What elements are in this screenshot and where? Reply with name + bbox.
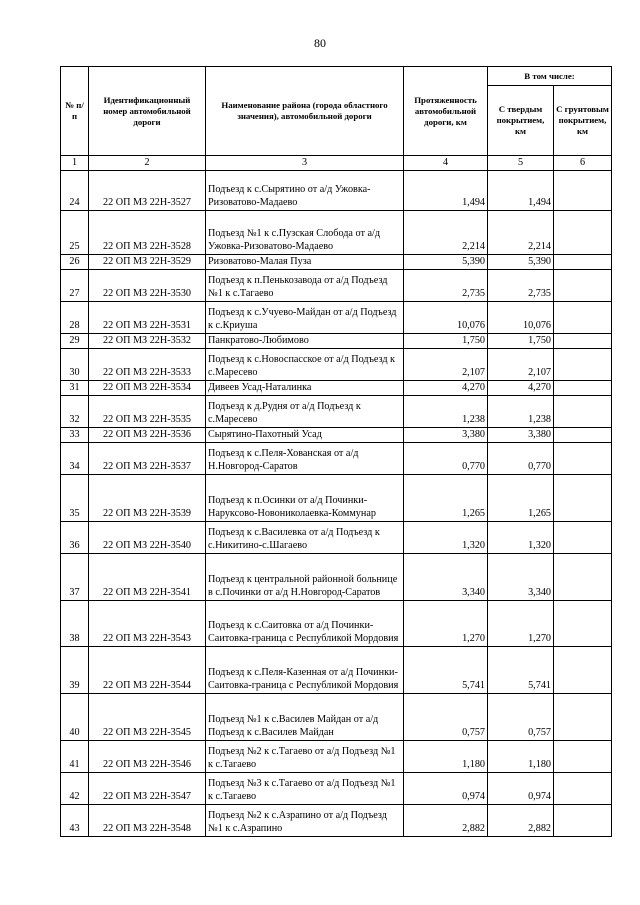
table-row [61, 694, 612, 741]
road-length: 1,180 [404, 741, 488, 773]
column-numbers-row [61, 156, 612, 171]
road-id: 22 ОП МЗ 22Н-3543 [89, 601, 206, 647]
road-name: Подъезд к центральной районной больнице в с.Починки от а/д Н.Новгород-Саратов [206, 554, 404, 601]
road-soil-surface [554, 255, 612, 270]
road-hard-surface: 1,180 [488, 741, 554, 773]
table-row [61, 522, 612, 554]
road-hard-surface: 2,214 [488, 211, 554, 255]
table-row [61, 741, 612, 773]
road-length: 5,390 [404, 255, 488, 270]
row-number: 27 [61, 270, 89, 302]
road-hard-surface: 1,320 [488, 522, 554, 554]
road-name: Подъезд №2 к с.Азрапино от а/д Подъезд №1 к с.Азрапино [206, 805, 404, 837]
table-row [61, 171, 612, 211]
road-length: 1,320 [404, 522, 488, 554]
table-row [61, 211, 612, 255]
road-name: Подъезд к с.Новоспасское от а/д Подъезд к с.Маресево [206, 349, 404, 381]
road-length: 3,340 [404, 554, 488, 601]
page-number: 80 [314, 36, 326, 50]
road-length: 0,974 [404, 773, 488, 805]
column-number: 2 [89, 156, 206, 171]
road-id: 22 ОП МЗ 22Н-3548 [89, 805, 206, 837]
road-soil-surface [554, 396, 612, 428]
table-header [61, 67, 612, 171]
road-id: 22 ОП МЗ 22Н-3544 [89, 647, 206, 694]
road-hard-surface: 3,380 [488, 428, 554, 443]
table-row [61, 381, 612, 396]
road-name: Подъезд №3 к с.Тагаево от а/д Подъезд №1 к с.Тагаево [206, 773, 404, 805]
road-soil-surface [554, 805, 612, 837]
road-soil-surface [554, 171, 612, 211]
road-id: 22 ОП МЗ 22Н-3547 [89, 773, 206, 805]
column-number: 5 [488, 156, 554, 171]
road-name: Подъезд к с.Саитовка от а/д Починки-Саитовка-граница с Республикой Мордовия [206, 601, 404, 647]
road-name: Панкратово-Любимово [206, 334, 404, 349]
road-hard-surface: 0,757 [488, 694, 554, 741]
row-number: 43 [61, 805, 89, 837]
road-id: 22 ОП МЗ 22Н-3531 [89, 302, 206, 334]
header-length: Протяженность автомобильной дороги, км [404, 67, 488, 156]
road-soil-surface [554, 334, 612, 349]
road-name: Подъезд к п.Пенькозавода от а/д Подъезд №1 к с.Тагаево [206, 270, 404, 302]
road-id: 22 ОП МЗ 22Н-3532 [89, 334, 206, 349]
table-row [61, 349, 612, 381]
road-id: 22 ОП МЗ 22Н-3539 [89, 475, 206, 522]
road-id: 22 ОП МЗ 22Н-3534 [89, 381, 206, 396]
road-name: Подъезд к п.Осинки от а/д Починки-Наруксово-Новониколаевка-Коммунар [206, 475, 404, 522]
road-hard-surface: 0,770 [488, 443, 554, 475]
road-name: Подъезд к д.Рудня от а/д Подъезд к с.Маресево [206, 396, 404, 428]
road-soil-surface [554, 428, 612, 443]
road-soil-surface [554, 554, 612, 601]
road-length: 5,741 [404, 647, 488, 694]
road-name: Подъезд к с.Сырятино от а/д Ужовка-Ризоватово-Мадаево [206, 171, 404, 211]
road-length: 2,107 [404, 349, 488, 381]
road-soil-surface [554, 270, 612, 302]
road-hard-surface: 1,494 [488, 171, 554, 211]
road-hard-surface: 2,735 [488, 270, 554, 302]
row-number: 34 [61, 443, 89, 475]
road-length: 3,380 [404, 428, 488, 443]
road-length: 0,757 [404, 694, 488, 741]
road-length: 1,238 [404, 396, 488, 428]
header-num: № п/п [61, 67, 89, 156]
road-name: Сырятино-Пахотный Усад [206, 428, 404, 443]
row-number: 29 [61, 334, 89, 349]
table-row [61, 443, 612, 475]
row-number: 33 [61, 428, 89, 443]
table-row [61, 554, 612, 601]
road-name: Подъезд к с.Пеля-Хованская от а/д Н.Новгород-Саратов [206, 443, 404, 475]
table-row [61, 647, 612, 694]
road-length: 1,494 [404, 171, 488, 211]
road-soil-surface [554, 381, 612, 396]
road-length: 2,735 [404, 270, 488, 302]
table-row [61, 601, 612, 647]
road-id: 22 ОП МЗ 22Н-3535 [89, 396, 206, 428]
road-hard-surface: 1,265 [488, 475, 554, 522]
row-number: 40 [61, 694, 89, 741]
header-soil: С грунтовым покрытием, км [554, 86, 612, 156]
road-length: 0,770 [404, 443, 488, 475]
header-id: Идентификационный номер автомобильной дороги [89, 67, 206, 156]
road-name: Подъезд к с.Василевка от а/д Подъезд к с.Никитино-с.Шагаево [206, 522, 404, 554]
row-number: 35 [61, 475, 89, 522]
table-row [61, 428, 612, 443]
road-length: 1,270 [404, 601, 488, 647]
road-soil-surface [554, 475, 612, 522]
road-hard-surface: 3,340 [488, 554, 554, 601]
column-number: 4 [404, 156, 488, 171]
header-hard: С твердым покрытием, км [488, 86, 554, 156]
road-id: 22 ОП МЗ 22Н-3537 [89, 443, 206, 475]
road-length: 2,214 [404, 211, 488, 255]
road-name: Подъезд №1 к с.Василев Майдан от а/д Подъезд к с.Василев Майдан [206, 694, 404, 741]
row-number: 25 [61, 211, 89, 255]
road-hard-surface: 1,238 [488, 396, 554, 428]
road-id: 22 ОП МЗ 22Н-3546 [89, 741, 206, 773]
road-id: 22 ОП МЗ 22Н-3529 [89, 255, 206, 270]
header-including: В том числе: [488, 67, 612, 86]
road-id: 22 ОП МЗ 22Н-3528 [89, 211, 206, 255]
road-soil-surface [554, 522, 612, 554]
road-length: 10,076 [404, 302, 488, 334]
road-name: Ризоватово-Малая Пуза [206, 255, 404, 270]
road-soil-surface [554, 694, 612, 741]
row-number: 26 [61, 255, 89, 270]
road-name: Подъезд №2 к с.Тагаево от а/д Подъезд №1 к с.Тагаево [206, 741, 404, 773]
table-row [61, 396, 612, 428]
row-number: 36 [61, 522, 89, 554]
road-name: Дивеев Усад-Наталинка [206, 381, 404, 396]
road-hard-surface: 5,390 [488, 255, 554, 270]
road-name: Подъезд к с.Учуево-Майдан от а/д Подъезд к с.Криуша [206, 302, 404, 334]
row-number: 32 [61, 396, 89, 428]
road-hard-surface: 4,270 [488, 381, 554, 396]
column-number: 1 [61, 156, 89, 171]
table-row [61, 475, 612, 522]
row-number: 37 [61, 554, 89, 601]
road-id: 22 ОП МЗ 22Н-3541 [89, 554, 206, 601]
road-soil-surface [554, 773, 612, 805]
table-row [61, 334, 612, 349]
row-number: 31 [61, 381, 89, 396]
road-soil-surface [554, 302, 612, 334]
road-length: 1,750 [404, 334, 488, 349]
road-id: 22 ОП МЗ 22Н-3533 [89, 349, 206, 381]
road-hard-surface: 5,741 [488, 647, 554, 694]
road-id: 22 ОП МЗ 22Н-3536 [89, 428, 206, 443]
road-name: Подъезд №1 к с.Пузская Слобода от а/д Ужовка-Ризоватово-Мадаево [206, 211, 404, 255]
table-body [61, 171, 612, 837]
column-number: 3 [206, 156, 404, 171]
road-id: 22 ОП МЗ 22Н-3527 [89, 171, 206, 211]
roads-table [60, 66, 612, 837]
road-soil-surface [554, 443, 612, 475]
row-number: 30 [61, 349, 89, 381]
road-hard-surface: 10,076 [488, 302, 554, 334]
table-row [61, 255, 612, 270]
row-number: 28 [61, 302, 89, 334]
row-number: 39 [61, 647, 89, 694]
road-length: 2,882 [404, 805, 488, 837]
header-name: Наименование района (города областного значения), автомобильной дороги [206, 67, 404, 156]
road-soil-surface [554, 349, 612, 381]
table-row [61, 773, 612, 805]
road-hard-surface: 0,974 [488, 773, 554, 805]
road-soil-surface [554, 741, 612, 773]
road-hard-surface: 1,750 [488, 334, 554, 349]
table-row [61, 805, 612, 837]
road-soil-surface [554, 647, 612, 694]
road-hard-surface: 1,270 [488, 601, 554, 647]
row-number: 41 [61, 741, 89, 773]
road-length: 4,270 [404, 381, 488, 396]
column-number: 6 [554, 156, 612, 171]
road-soil-surface [554, 601, 612, 647]
road-hard-surface: 2,107 [488, 349, 554, 381]
road-id: 22 ОП МЗ 22Н-3530 [89, 270, 206, 302]
row-number: 42 [61, 773, 89, 805]
table-row [61, 270, 612, 302]
road-id: 22 ОП МЗ 22Н-3540 [89, 522, 206, 554]
road-id: 22 ОП МЗ 22Н-3545 [89, 694, 206, 741]
road-name: Подъезд к с.Пеля-Казенная от а/д Починки-Саитовка-граница с Республикой Мордовия [206, 647, 404, 694]
road-length: 1,265 [404, 475, 488, 522]
road-soil-surface [554, 211, 612, 255]
table-row [61, 302, 612, 334]
row-number: 38 [61, 601, 89, 647]
road-hard-surface: 2,882 [488, 805, 554, 837]
row-number: 24 [61, 171, 89, 211]
